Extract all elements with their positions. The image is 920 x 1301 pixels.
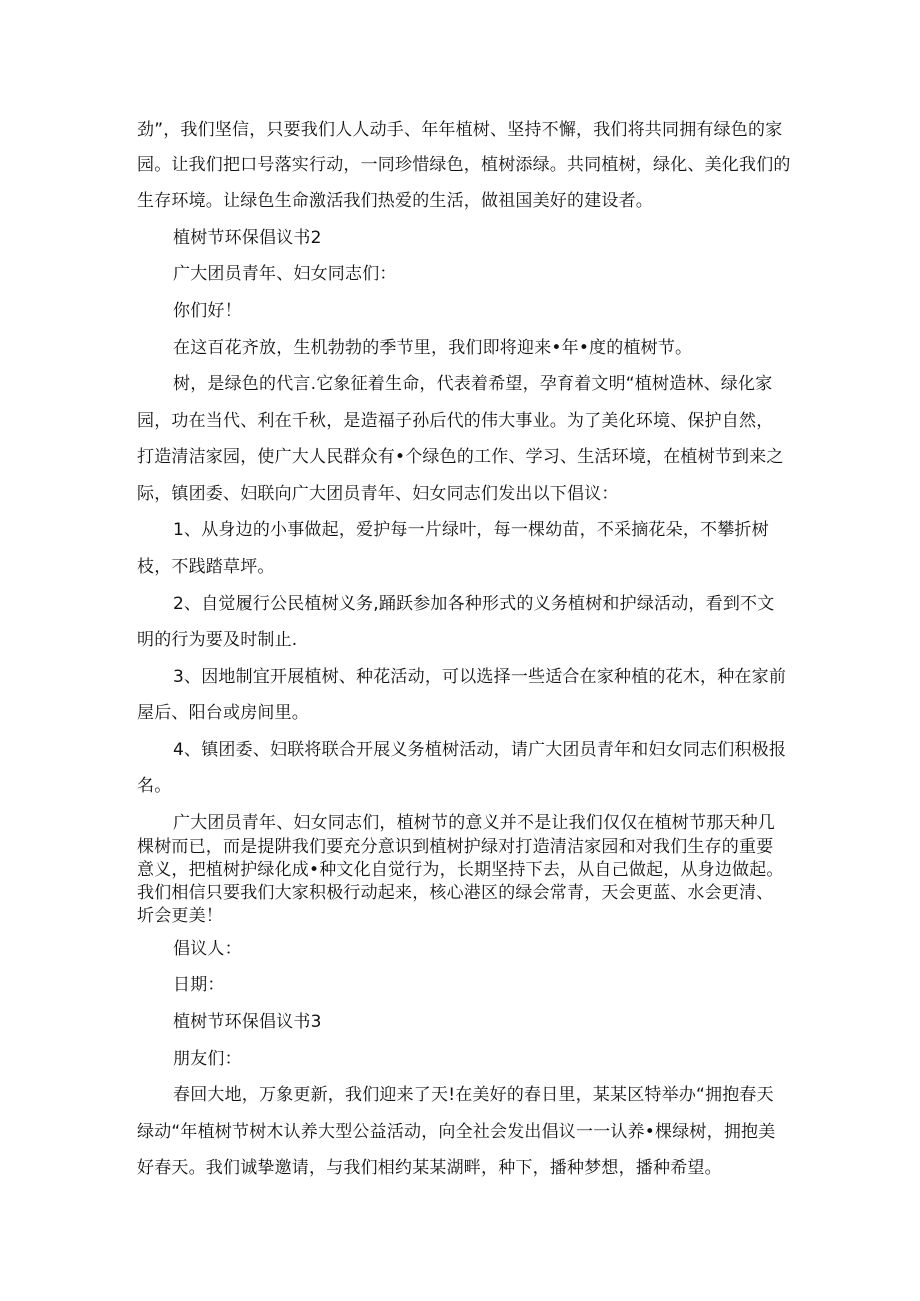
- paragraph-line: 树，是绿色的代言.它象征着生命，代表着希望，孕育着文明“植树造林、绿化家: [173, 374, 773, 394]
- paragraph-line: 春回大地，万象更新，我们迎来了天!在美好的春日里，某某区特举办“拥抱春天: [173, 1085, 774, 1105]
- paragraph-line: 劲”，我们坚信，只要我们人人动手、年年植树、坚持不懈，我们将共同拥有绿色的家: [137, 120, 783, 140]
- paragraph-line: 意义，把植树护绿化成•种文化自觉行为，长期坚持下去，从自己做起，从身边做起。: [137, 860, 784, 880]
- paragraph-line: 园，功在当代、利在千秋，是造福子孙后代的伟大事业。为了美化环境、保护自然，: [137, 411, 774, 431]
- paragraph-line: 圻会更美！: [137, 906, 223, 926]
- paragraph-line: 打造清洁家园，使广大人民群众有•个绿色的工作、学习、生活环境，在植树节到来之: [137, 447, 784, 467]
- paragraph-line: 好春天。我们诚挚邀请，与我们相约某某湖畔，种下，播种梦想，播种希望。: [137, 1158, 722, 1178]
- list-item-line: 2、自觉履行公民植树义务,踊跃参加各种形式的义务植树和护绿活动，看到不文: [173, 594, 775, 614]
- list-item-line: 4、镇团委、妇联将联合开展义务植树活动，请广大团员青年和妇女同志们积极报: [173, 740, 787, 760]
- paragraph-line: 棵树而已，而是提阱我们要充分意识到植树护绿对打造清洁家园和对我们生存的重要: [137, 837, 774, 857]
- list-item-line: 3、因地制宜开展植树、种花活动，可以选择一些适合在家种植的花木，种在家前: [173, 667, 787, 687]
- salutation: 朋友们：: [173, 1049, 242, 1069]
- paragraph-line: 生存环境。让绿色生命激活我们热爱的生活，做祖国美好的建设者。: [137, 191, 653, 211]
- list-item-line: 明的行为要及时制止.: [137, 630, 298, 650]
- salutation: 广大团员青年、妇女同志们：: [173, 264, 397, 284]
- section-heading: 植树节环保倡议书3: [173, 1012, 322, 1032]
- paragraph-line: 际，镇团委、妇联向广大团员青年、妇女同志们发出以下倡议：: [137, 484, 619, 504]
- paragraph-line: 我们相信只要我们大家积极行动起来，核心港区的绿会常青，天会更蓝、水会更清、: [137, 883, 774, 903]
- list-item-line: 名。: [137, 776, 172, 796]
- paragraph-line: 园。让我们把口号落实行动，一同珍惜绿色，植树添绿。共同植树，绿化、美化我们的: [137, 155, 791, 175]
- paragraph-line: 广大团员青年、妇女同志们，植树节的意义并不是让我们仅仅在植树节那天种几: [173, 813, 775, 833]
- paragraph-line: 绿动“年植树节树木认养大型公益活动，向全社会发出倡议一一认养•棵绿树，拥抱美: [137, 1122, 776, 1142]
- date-label: 日期：: [173, 975, 225, 995]
- signature-label: 倡议人：: [173, 939, 242, 959]
- list-item-line: 枝，不践踏草坪。: [137, 557, 275, 577]
- greeting: 你们好！: [173, 301, 242, 321]
- paragraph-line: 在这百花齐放，生机勃勃的季节里，我们即将迎来•年•度的植树节。: [173, 338, 693, 358]
- list-item-line: 1、从身边的小事做起，爱护每一片绿叶，每一棵幼苗，不采摘花朵，不攀折树: [173, 520, 769, 540]
- list-item-line: 屋后、阳台或房间里。: [137, 703, 309, 723]
- section-heading: 植树节环保倡议书2: [173, 228, 322, 248]
